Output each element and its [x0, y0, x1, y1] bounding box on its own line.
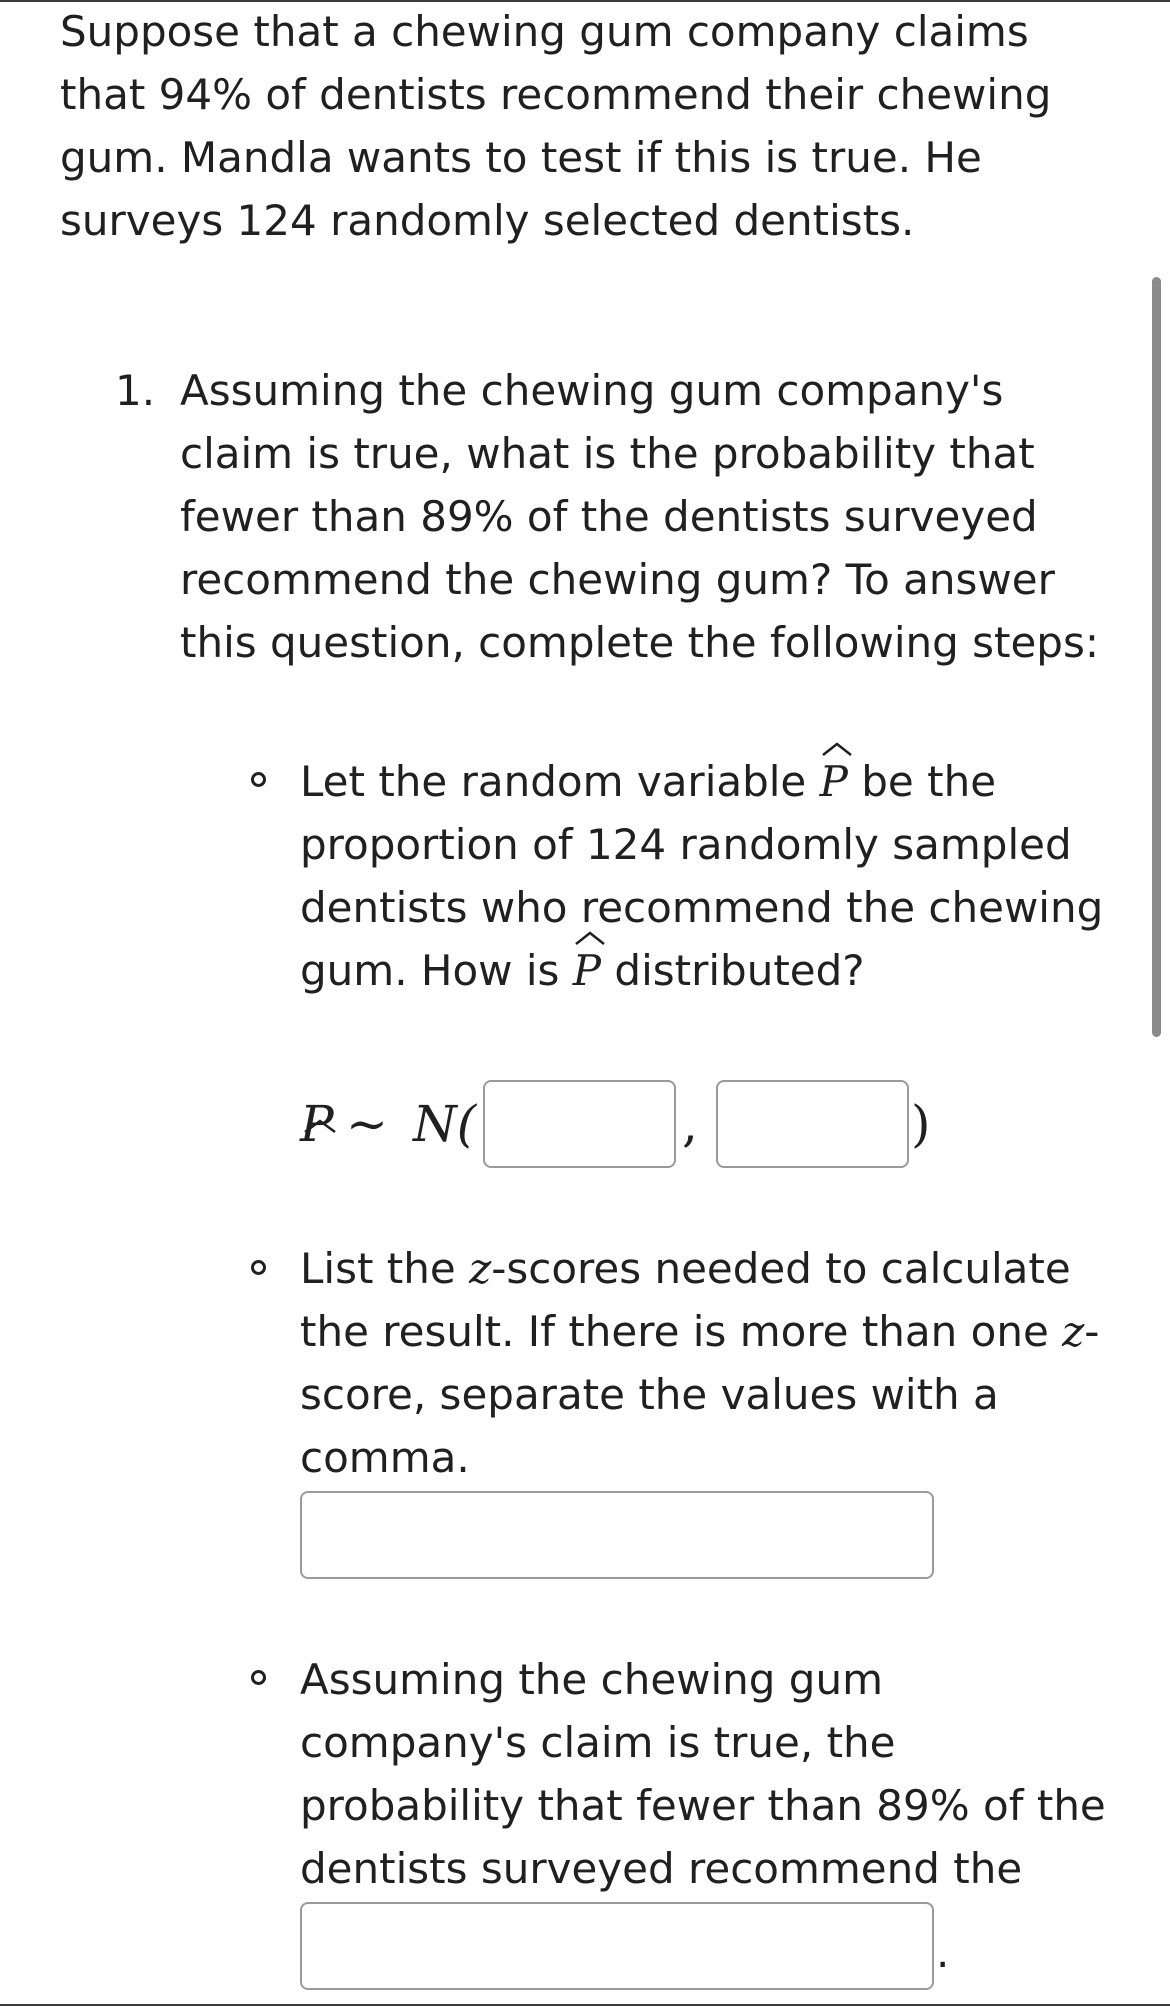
p-hat-symbol: P [300, 1095, 334, 1153]
step2-text [300, 1237, 1120, 1489]
bullet-icon [251, 1670, 266, 1685]
z-symbol: z [1062, 1307, 1085, 1356]
z-symbol: z [469, 1244, 492, 1293]
problem-intro: Suppose that a chewing gum company claims that 94% of dentists recommend their chewing gum. Mandla wants to test if this is true. He surveys 124 randomly selected dentists. [60, 7, 1052, 245]
scrollbar-thumb[interactable] [1152, 277, 1161, 1037]
probability-input[interactable] [300, 1902, 934, 1990]
bullet-icon [251, 772, 266, 787]
bullet-icon [251, 1260, 266, 1275]
hat-icon [575, 931, 605, 945]
sd-input[interactable] [716, 1080, 909, 1168]
step1-text-b: be the proportion of 124 randomly sampled dentists who recommend the chewing gum. How is [300, 757, 1104, 995]
p-hat-symbol: P [820, 750, 848, 813]
step1-text-c: distributed? [614, 946, 865, 995]
step1-text [300, 750, 1120, 1002]
question-text: Assuming the chewing gum company's claim is true, what is the probability that fewer than 89% of the dentists surveyed recommend the chewing gum? To answer this question, complete the following steps: [180, 366, 1099, 667]
close-paren: ) [911, 1095, 931, 1153]
step2-text-b: -scores needed to calculate the result. If there is more than one [300, 1244, 1071, 1356]
bottom-divider [0, 2004, 1170, 2006]
normal-symbol: N( [413, 1095, 477, 1153]
hat-icon [822, 742, 852, 756]
hat-icon [304, 1087, 336, 1145]
comma-symbol: , [682, 1095, 698, 1153]
question-number: 1. [115, 366, 156, 415]
step3-text: Assuming the chewing gum company's claim is true, the probability that fewer than 89% of the dentists surveyed recommend the [300, 1655, 1106, 1893]
z-scores-input[interactable] [300, 1491, 934, 1579]
step2-text-a: List the [300, 1244, 456, 1293]
step1-text-a: Let the random variable [300, 757, 807, 806]
step2-text-c: -score, separate the values with a comma. [300, 1307, 1100, 1482]
p-hat-symbol: P [573, 939, 601, 1002]
period-text: . [936, 1928, 950, 1977]
mean-input[interactable] [483, 1080, 676, 1168]
tilde-symbol: ∼ [346, 1095, 388, 1153]
